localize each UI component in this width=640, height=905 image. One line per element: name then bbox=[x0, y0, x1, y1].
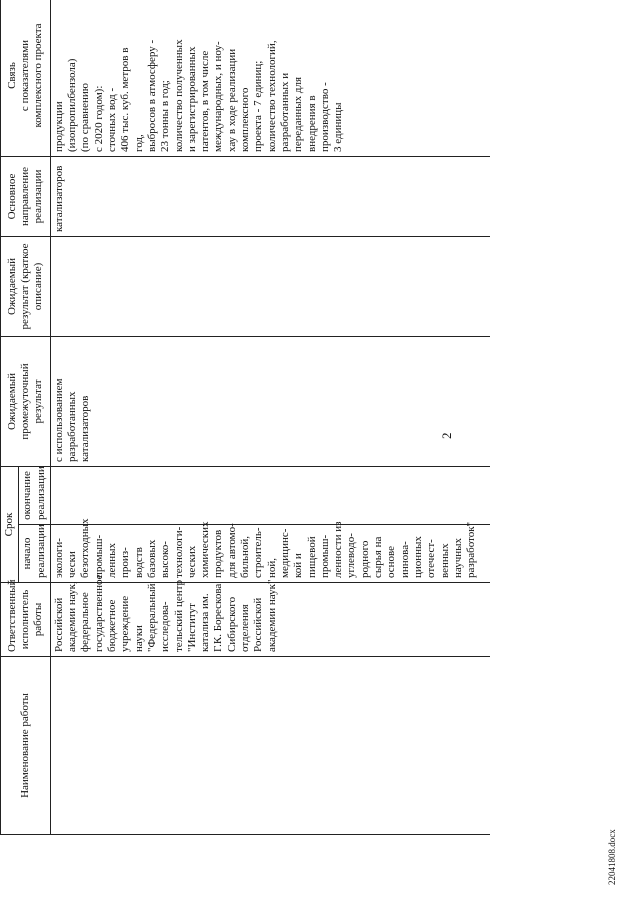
cell-line: иннова- bbox=[398, 541, 411, 578]
cell-line: международных, и ноу- bbox=[212, 41, 225, 152]
cell-executor bbox=[50, 574, 480, 657]
cell-line: углеводо- bbox=[345, 533, 358, 578]
cell-end bbox=[50, 467, 480, 525]
cell-line: внедрения в bbox=[305, 95, 318, 152]
cell-line: катализаторов bbox=[52, 165, 65, 232]
cell-line: для автомо- bbox=[225, 523, 238, 578]
cell-line: хау в ходе реализации bbox=[225, 48, 238, 152]
cell-line: сточных вод - bbox=[106, 87, 119, 152]
cell-line: выбросов в атмосферу - bbox=[145, 39, 158, 152]
cell-line: ленности из bbox=[332, 521, 345, 578]
header-executor: Ответственный исполнитель работы bbox=[1, 583, 51, 657]
cell-line: водств bbox=[132, 547, 145, 578]
cell-line: с 2020 годом): bbox=[92, 85, 105, 152]
cell-line: отделения bbox=[239, 604, 252, 652]
cell-line: отечест- bbox=[425, 539, 438, 578]
cell-line: промыш- bbox=[318, 534, 331, 578]
cell-line: пищевой bbox=[305, 536, 318, 578]
cell-line: академии наук" bbox=[265, 579, 278, 652]
cell-expected bbox=[50, 237, 480, 337]
cell-line: комплексного bbox=[239, 87, 252, 152]
cell-intermediate bbox=[50, 337, 480, 467]
cell-line: основе bbox=[385, 545, 398, 578]
cell-name bbox=[50, 657, 480, 835]
cell-line: безотходных bbox=[79, 518, 92, 578]
cell-line: продукции bbox=[52, 101, 65, 152]
cell-line: количество полученных bbox=[172, 39, 185, 152]
cell-line: (изопропилбензола) bbox=[66, 58, 79, 152]
table-row bbox=[50, 0, 480, 835]
cell-line: родного bbox=[358, 540, 371, 578]
cell-line: продуктов bbox=[212, 529, 225, 578]
cell-line: ной, bbox=[265, 557, 278, 578]
cell-line: ленных bbox=[106, 542, 119, 578]
cell-line: экологи- bbox=[52, 538, 65, 578]
cell-line: строитель- bbox=[252, 527, 265, 578]
cell-link bbox=[50, 0, 480, 157]
cell-line: производство - bbox=[318, 82, 331, 152]
cell-line: научных bbox=[451, 537, 464, 578]
cell-line: разработанных bbox=[66, 391, 79, 462]
cell-line: 406 тыс. куб. метров в bbox=[119, 47, 132, 152]
cell-line: промыш- bbox=[92, 534, 105, 578]
cell-line: год, bbox=[132, 134, 145, 152]
header-expected: Ожидаемый результат (краткое описание) bbox=[1, 237, 51, 337]
cell-line: патентов, в том числе bbox=[199, 50, 212, 152]
cell-line: разработанных и bbox=[278, 72, 291, 152]
cell-line: химических bbox=[199, 521, 212, 578]
cell-line: Г.К. Борескова bbox=[212, 583, 225, 652]
cell-line: тельский центр bbox=[172, 579, 185, 652]
header-direction: Основное направление реализации bbox=[1, 157, 51, 237]
cell-line: кой и bbox=[292, 553, 305, 578]
header-link: Связь с показателями комплексного проекта bbox=[1, 0, 51, 157]
cell-line: 3 единицы bbox=[332, 102, 345, 152]
cell-line: "Федеральный bbox=[145, 583, 158, 652]
cell-line: разработок" bbox=[465, 521, 478, 578]
cell-line: ческих bbox=[185, 545, 198, 578]
cell-line: Сибирского bbox=[225, 596, 238, 652]
cell-line: ционных bbox=[411, 536, 424, 578]
cell-line: переданных для bbox=[292, 76, 305, 152]
cell-line: базовых bbox=[145, 539, 158, 578]
cell-line: 23 тонны в год; bbox=[159, 80, 172, 152]
cell-line: количество технологий, bbox=[265, 40, 278, 152]
cell-line: медицинс- bbox=[278, 528, 291, 578]
cell-line: произ- bbox=[119, 547, 132, 578]
cell-line: проекта - 7 единиц; bbox=[252, 60, 265, 152]
cell-line: венных bbox=[438, 543, 451, 578]
cell-line: бюджетное bbox=[106, 599, 119, 652]
cell-line: катализа им. bbox=[199, 593, 212, 652]
header-start: начало реализации bbox=[19, 525, 51, 583]
cell-line: (по сравнению bbox=[79, 82, 92, 152]
cell-line: чески bbox=[66, 551, 79, 578]
cell-line: федеральное bbox=[79, 592, 92, 652]
cell-line: академии наук, bbox=[66, 581, 79, 652]
cell-start bbox=[50, 518, 480, 583]
cell-line: катализаторов bbox=[79, 395, 92, 462]
page-number: 2 bbox=[439, 432, 454, 439]
cell-line: учреждение bbox=[119, 595, 132, 652]
cell-line: и зарегистрированных bbox=[185, 46, 198, 152]
cell-line: бильной, bbox=[239, 535, 252, 578]
cell-line: науки bbox=[132, 625, 145, 652]
cell-line: с использованием bbox=[52, 378, 65, 462]
footer-filename: 22041808.docx bbox=[607, 829, 617, 885]
header-intermediate: Ожидаемый промежуточный результат bbox=[1, 337, 51, 467]
cell-line: исследова- bbox=[159, 601, 172, 652]
header-end: окончание реализации bbox=[19, 467, 51, 525]
cell-line: высоко- bbox=[159, 541, 172, 578]
cell-line: Российской bbox=[252, 597, 265, 652]
cell-direction bbox=[50, 157, 480, 237]
cell-line: Российской bbox=[52, 597, 65, 652]
header-term: Срок bbox=[1, 467, 19, 583]
cell-line: сырья на bbox=[372, 536, 385, 578]
header-name: Наименование работы bbox=[1, 657, 51, 835]
cell-line: "Институт bbox=[185, 603, 198, 652]
cell-line: технологи- bbox=[172, 526, 185, 578]
cell-line: государственное bbox=[92, 574, 105, 652]
